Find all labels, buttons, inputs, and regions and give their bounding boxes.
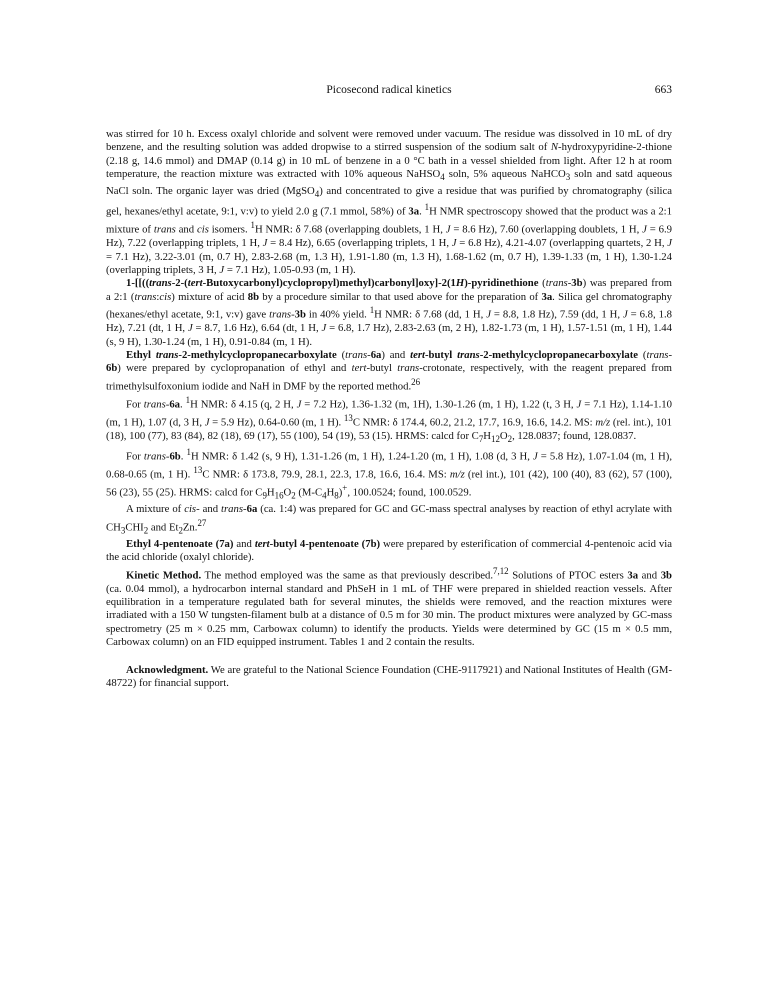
paragraph: was stirred for 10 h. Excess oxalyl chloride and solvent were removed under vacuum. The residue was dissolved in 10 mL of dry benzene, and the resulting solution was added dropwise to a stirred suspension of the sodium salt of N-hydroxypyridine-2-thione (2.18 g, 14.6 mmol) and DMAP (0.14 g) in 10 mL of benzene in a 0 °C bath in a vessel shielded from light. After 12 h at room temperature, the reaction mixture was extracted with 10% aqueous NaHSO$_4$ soln, 5% aqueous NaHCO$_3$ soln and satd aqueous NaCl soln. The organic layer was dried (MgSO$_4$) and concentrated to give a residue that was purified by chromatography (silica gel, hexanes/ethyl acetate, 9:1, v:v) to yield 2.0 g (7.1 mmol, 58%) of 3a. $^1$H NMR spectroscopy showed that the product was a 2:1 mixture of trans and cis isomers. $^1$H NMR: δ 7.68 (overlapping doublets, 1 H, J = 8.6 Hz), 7.60 (overlapping doublets, 1 H, J = 6.9 Hz), 7.22 (overlapping triplets, 1 H, J = 8.4 Hz), 6.65 (overlapping triplets, 1 H, J = 6.8 Hz), 4.21-4.07 (overlapping quartets, 2 H, J = 7.1 Hz), 3.22-3.01 (m, 0.7 H), 2.83-2.68 (m, 1.3 H), 1.91-1.80 (m, 1.3 H), 1.68-1.62 (m, 0.7 H), 1.39-1.33 (m, 1 H), 1.30-1.24 (overlapping triplets, 3 H, J = 7.1 Hz), 1.05-0.93 (m, 1 H). (106, 128, 673, 277)
paragraph: Acknowledgment. We are grateful to the National Science Foundation (CHE-9117921) and National Institutes of Health (GM-48722) for financial support. (106, 663, 672, 690)
body-text (106, 128, 672, 691)
running-header (106, 84, 672, 100)
paragraph: For trans-6a. $^1$H NMR: δ 4.15 (q, 2 H, J = 7.2 Hz), 1.36-1.32 (m, 1H), 1.30-1.26 (m, 1 H), 1.22 (t, 3 H, J = 7.1 Hz), 1.14-1.10 (m, 1 H), 1.07 (d, 3 H, J = 5.9 Hz), 0.64-0.60 (m, 1 H). $^{13}$C NMR: δ 174.4, 60.2, 21.2, 17.7, 16.9, 16.6, 14.2. MS: m/z (rel. int.), 101 (18), 100 (77), 83 (84), 82 (18), 69 (17), 55 (100), 54 (19), 53 (15). HRMS: calcd for $C_7H_{12}O_2$, 128.0837; found, 128.0837. (106, 394, 672, 444)
paragraph: A mixture of cis- and trans-6a (ca. 1:4) was prepared for GC and GC-mass spectral analyses by reaction of ethyl acrylate with $CH_3CHI_2$ and $Et_2Zn.^{27}$ (106, 503, 672, 536)
page-number: 663 (654, 84, 672, 96)
paragraph: For trans-6b. $^1$H NMR: δ 1.42 (s, 9 H), 1.31-1.26 (m, 1 H), 1.24-1.20 (m, 1 H), 1.08 (d, 3 H, J = 5.8 Hz), 1.07-1.04 (m, 1 H), 0.68-0.65 (m, 1 H). $^{13}$C NMR: δ 173.8, 79.9, 28.1, 22.3, 17.8, 16.6, 16.4. MS: m/z (rel int.), 101 (42), 100 (40), 83 (62), 57 (100), 56 (23), 55 (25). HRMS: calcd for $C_9H_{16}O_2$ $(M-C_4H_8)^+$, 100.0524; found, 100.0529. (106, 447, 672, 501)
paragraph: 1-[[((trans-2-(tert-Butoxycarbonyl)cyclopropyl)methyl)carbonyl]oxy]-2(1H)-pyridinethione (trans-3b) was prepared from a 2:1 (trans:cis) mixture of acid 8b by a procedure similar to that used above for the preparation of 3a. Silica gel chromatography (hexanes/ethyl acetate, 9:1, v:v) gave trans-3b in 40% yield. $^1$H NMR: δ 7.68 (dd, 1 H, J = 8.8, 1.8 Hz), 7.59 (dd, 1 H, J = 6.8, 1.8 Hz), 7.21 (dt, 1 H, J = 8.7, 1.6 Hz), 6.64 (dt, 1 H, J = 6.8, 1.7 Hz), 2.83-2.63 (m, 2 H), 1.82-1.73 (m, 1 H), 1.57-1.51 (m, 1 H), 1.44 (s, 9 H), 1.30-1.24 (m, 1 H), 0.91-0.84 (m, 1 H). (106, 277, 672, 348)
paragraph: Ethyl 4-pentenoate (7a) and tert-butyl 4-pentenoate (7b) were prepared by esterification of commercial 4-pentenoic acid via the acid chloride (oxalyl chloride). (106, 537, 672, 564)
paragraph: Ethyl trans-2-methylcyclopropanecarboxylate (trans-6a) and tert-butyl trans-2-methylcyclopropanecarboxylate (trans-6b) were prepared by cyclopropanation of ethyl and tert-butyl trans-crotonate, respectively, with the reagent prepared from trimethylsulfoxonium iodide and NaH in DMF by the reported method.$^{26}$ (106, 349, 673, 393)
running-title: Picosecond radical kinetics (326, 84, 452, 96)
paragraph: Kinetic Method. The method employed was the same as that previously described.$^{7,12}$ Solutions of PTOC esters 3a and 3b (ca. 0.04 mmol), a hydrocarbon internal standard and PhSeH in 1 mL of THF were prepared in shielded reaction vessels. After equilibration in a temperature regulated bath for several minutes, the shields were removed, and the reaction mixtures were irradiated with a 150 W tungsten-filament bulb at a distance of 0.5 m for 30 min. The product mixtures were analyzed by GC-mass spectrometry (25 m × 0.25 mm, Carbowax column) to identify the products. Yields were determined by GC (15 m × 0.5 mm, Carbowax column) on an FID equipped instrument. Tables 1 and 2 contain the results. (106, 565, 672, 649)
